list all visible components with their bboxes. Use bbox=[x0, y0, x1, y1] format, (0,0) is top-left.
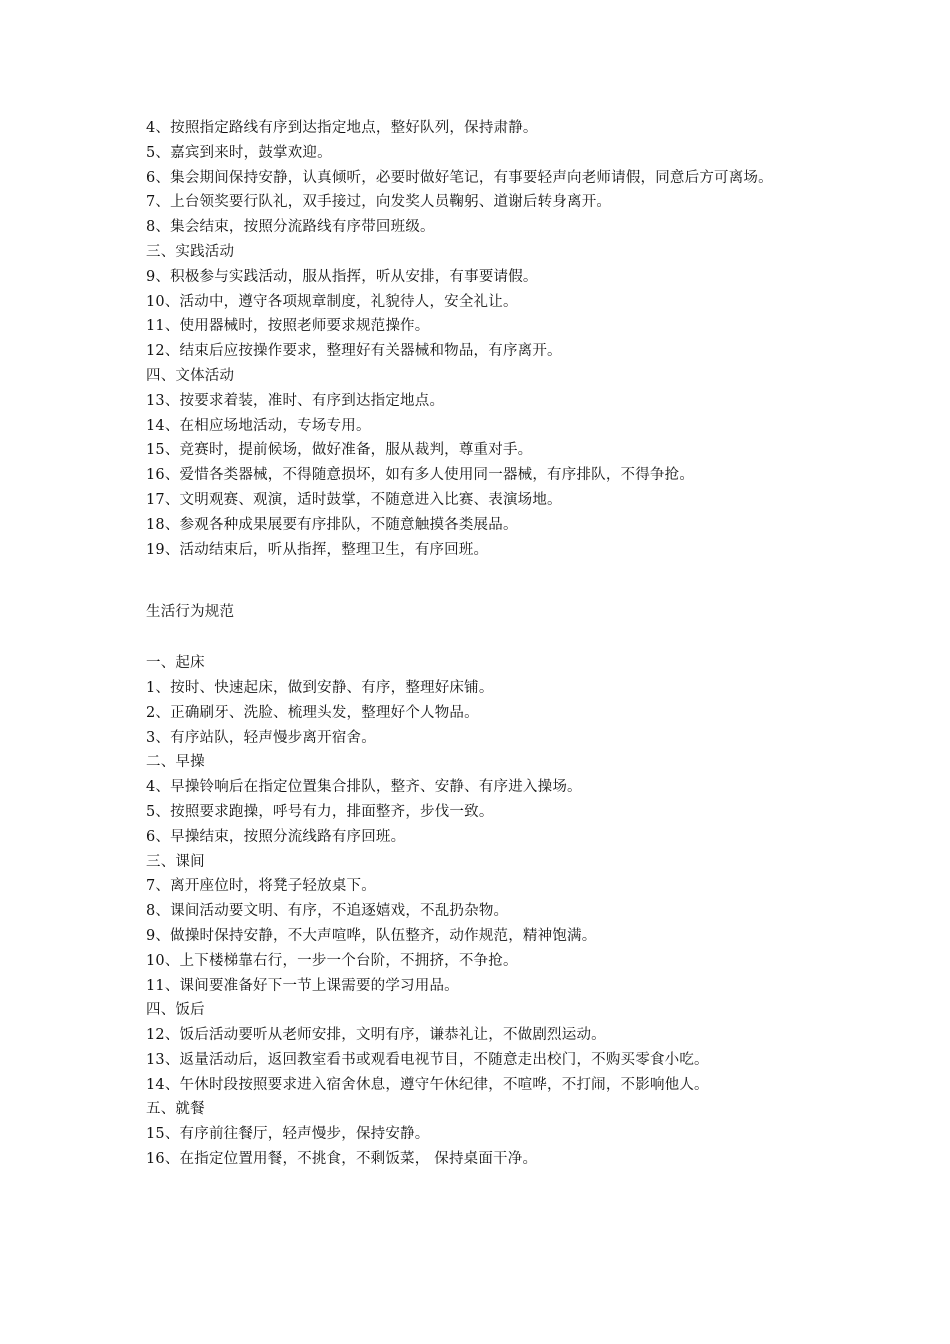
rule-line: 18、参观各种成果展要有序排队，不随意触摸各类展品。 bbox=[146, 516, 518, 533]
rule-line: 9、做操时保持安静，不大声喧哗，队伍整齐，动作规范，精神饱满。 bbox=[146, 927, 597, 944]
rule-line: 9、积极参与实践活动，服从指挥，听从安排，有事要请假。 bbox=[146, 268, 538, 285]
rule-line: 15、竞赛时，提前候场，做好准备，服从裁判，尊重对手。 bbox=[146, 442, 533, 459]
rule-line: 4、按照指定路线有序到达指定地点，整好队列，保持肃静。 bbox=[146, 120, 538, 136]
rule-line: 11、使用器械时，按照老师要求规范操作。 bbox=[146, 318, 430, 335]
rule-line: 10、活动中，遵守各项规章制度，礼貌待人，安全礼让。 bbox=[146, 293, 518, 310]
subsection-heading: 四、文体活动 bbox=[146, 367, 235, 384]
rule-line: 15、有序前往餐厅，轻声慢步，保持安静。 bbox=[146, 1126, 430, 1143]
rule-line: 13、按要求着装，准时、有序到达指定地点。 bbox=[146, 392, 445, 409]
rule-line: 2、正确刷牙、洗脸、梳理头发，整理好个人物品。 bbox=[146, 704, 479, 721]
document-page bbox=[146, 116, 826, 1172]
rule-line: 19、活动结束后，听从指挥，整理卫生，有序回班。 bbox=[146, 541, 489, 558]
rule-line: 7、上台领奖要行队礼，双手接过，向发奖人员鞠躬、道谢后转身离开。 bbox=[146, 194, 612, 211]
rule-line: 8、集会结束，按照分流路线有序带回班级。 bbox=[146, 219, 435, 236]
section-activity-rules bbox=[146, 116, 826, 562]
subsection-heading: 四、饭后 bbox=[146, 1002, 205, 1019]
section-life-rules bbox=[146, 651, 826, 1172]
rule-line: 6、集会期间保持安静，认真倾听，必要时做好笔记，有事要轻声向老师请假，同意后方可离场。 bbox=[146, 169, 773, 186]
rule-line: 6、早操结束，按照分流线路有序回班。 bbox=[146, 828, 406, 845]
rule-line: 7、离开座位时，将凳子轻放桌下。 bbox=[146, 878, 376, 895]
rule-line: 3、有序站队，轻声慢步离开宿舍。 bbox=[146, 729, 376, 746]
subsection-heading: 三、实践活动 bbox=[146, 243, 235, 260]
section-heading-life-rules: 生活行为规范 bbox=[146, 604, 235, 621]
rule-line: 5、嘉宾到来时，鼓掌欢迎。 bbox=[146, 144, 332, 161]
subsection-heading: 三、课间 bbox=[146, 853, 205, 870]
rule-line: 12、结束后应按操作要求，整理好有关器械和物品，有序离开。 bbox=[146, 343, 562, 360]
rule-line: 4、早操铃响后在指定位置集合排队，整齐、安静、有序进入操场。 bbox=[146, 779, 582, 796]
rule-line: 5、按照要求跑操，呼号有力，排面整齐，步伐一致。 bbox=[146, 803, 494, 820]
rule-line: 12、饭后活动要听从老师安排，文明有序，谦恭礼让，不做剧烈运动。 bbox=[146, 1027, 606, 1044]
spacer bbox=[146, 625, 826, 651]
rule-line: 1、按时、快速起床，做到安静、有序，整理好床铺。 bbox=[146, 679, 494, 696]
subsection-heading: 五、就餐 bbox=[146, 1101, 205, 1118]
rule-line: 16、在指定位置用餐，不挑食，不剩饭菜， 保持桌面干净。 bbox=[146, 1151, 538, 1168]
rule-line: 13、返量活动后，返回教室看书或观看电视节目，不随意走出校门，不购买零食小吃。 bbox=[146, 1051, 709, 1068]
rule-line: 16、爱惜各类器械，不得随意损坏，如有多人使用同一器械，有序排队，不得争抢。 bbox=[146, 467, 695, 484]
rule-line: 10、上下楼梯靠右行，一步一个台阶，不拥挤，不争抢。 bbox=[146, 952, 518, 969]
spacer bbox=[146, 562, 826, 600]
rule-line: 14、在相应场地活动，专场专用。 bbox=[146, 417, 371, 434]
rule-line: 8、课间活动要文明、有序，不追逐嬉戏，不乱扔杂物。 bbox=[146, 903, 509, 920]
subsection-heading: 二、早操 bbox=[146, 754, 205, 771]
rule-line: 14、午休时段按照要求进入宿舍休息，遵守午休纪律，不喧哗，不打闹，不影响他人。 bbox=[146, 1076, 709, 1093]
rule-line: 11、课间要准备好下一节上课需要的学习用品。 bbox=[146, 977, 459, 994]
rule-line: 17、文明观赛、观演，适时鼓掌，不随意进入比赛、表演场地。 bbox=[146, 491, 562, 508]
subsection-heading: 一、起床 bbox=[146, 655, 205, 672]
